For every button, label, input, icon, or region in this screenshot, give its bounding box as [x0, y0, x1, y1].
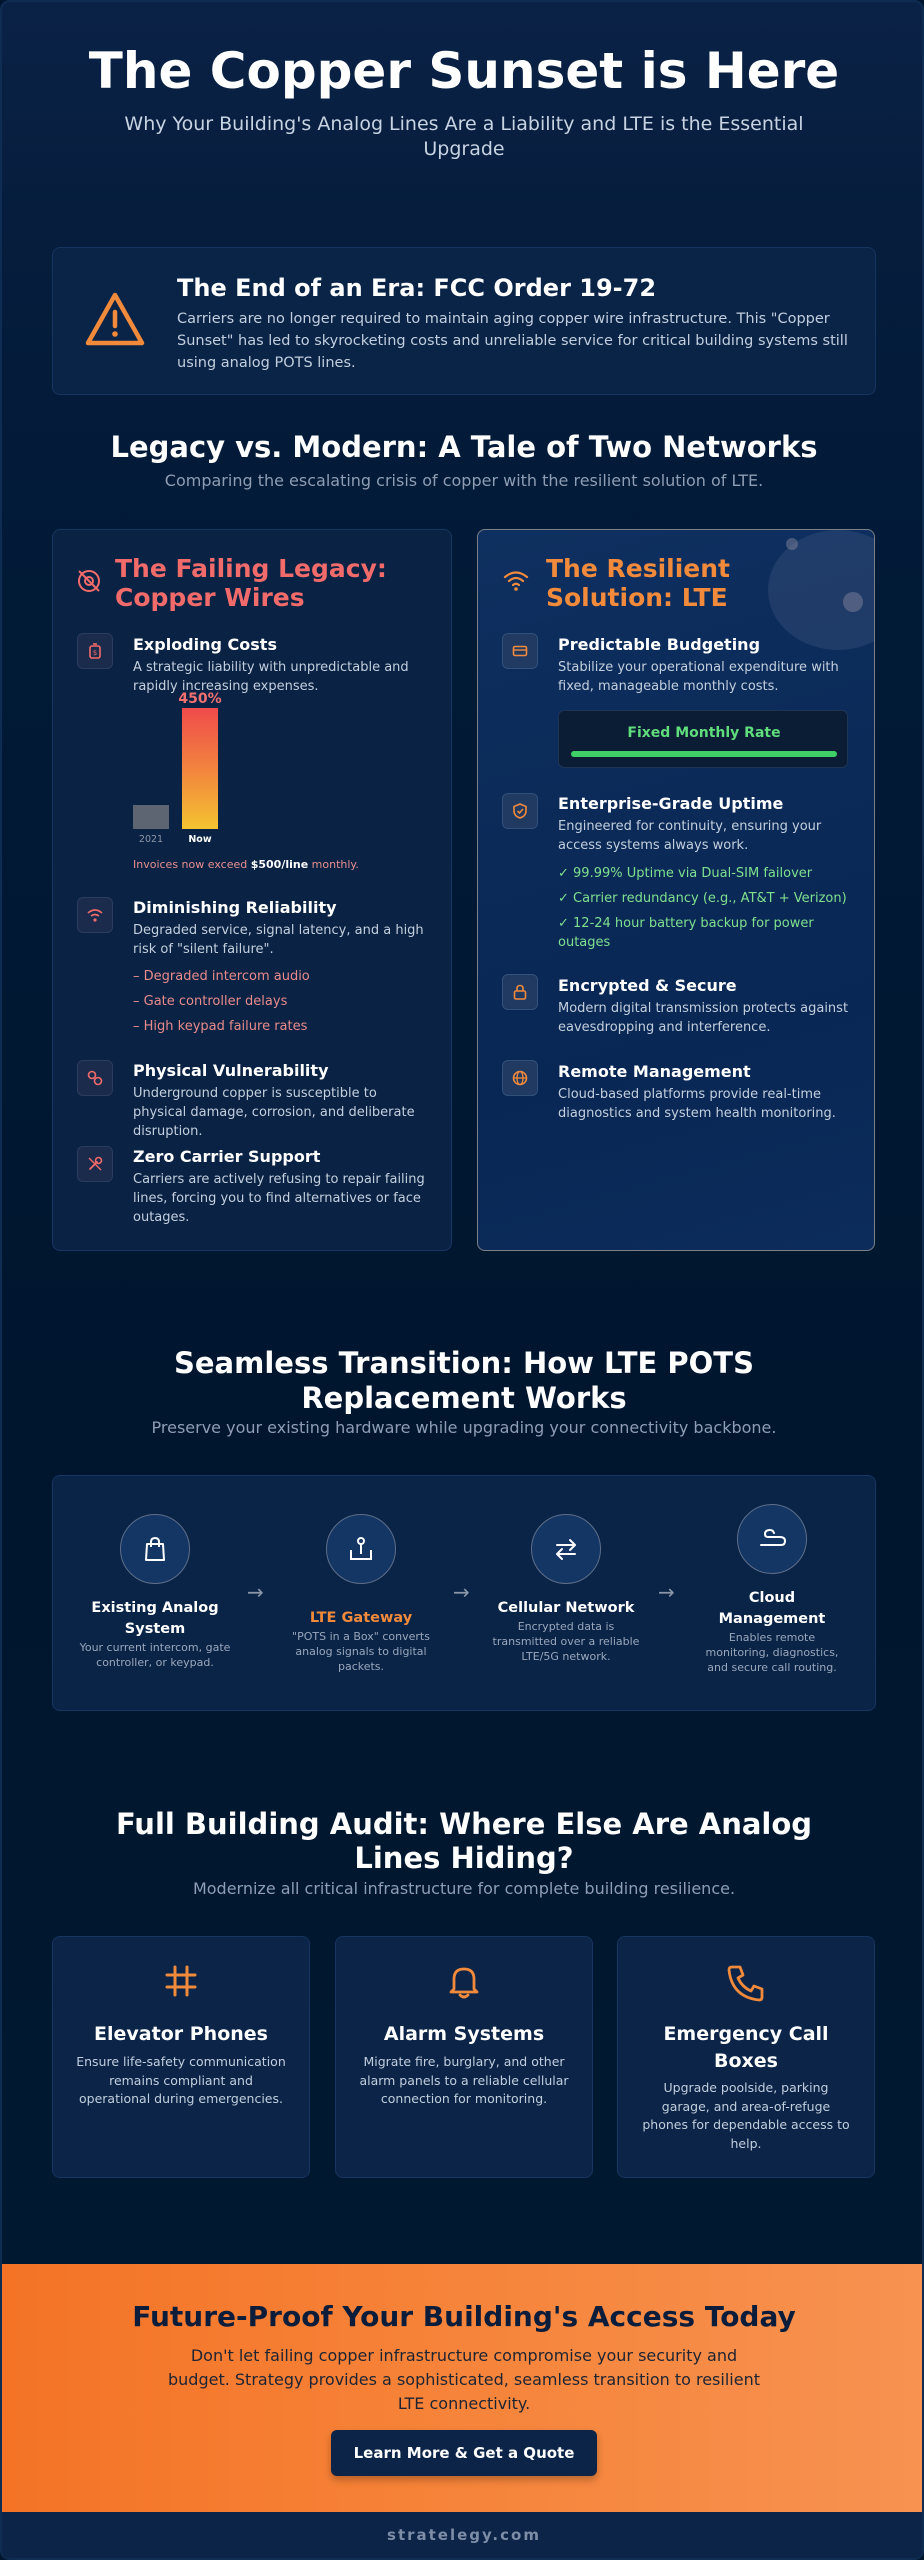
audit-title: Full Building Audit: Where Else Are Analog Lines Hiding?	[115, 1807, 813, 1875]
legacy-title: The Failing Legacy: Copper Wires	[115, 554, 387, 612]
phone-icon	[724, 1961, 768, 2005]
compare-title: Legacy vs. Modern: A Tale of Two Networks	[110, 430, 818, 464]
transition-title: Seamless Transition: How LTE POTS Replacement Works	[174, 1346, 754, 1415]
reliability-text: Degraded service, signal latency, and a high risk of "silent failure".	[133, 923, 424, 957]
fixed-rate-bar	[571, 751, 837, 757]
fcc-title: The End of an Era: FCC Order 19-72	[177, 274, 657, 302]
transition-subtitle: Preserve your existing hardware while upgrading your connectivity backbone.	[151, 1418, 777, 1437]
footer-site-link[interactable]: stratelegy.com	[2, 2512, 924, 2560]
warning-triangle-icon	[83, 288, 147, 352]
fcc-text: Carriers are no longer required to maintain aging copper wire infrastructure. This "Copper Sunset" has led to skyrocketing costs and unreliable service for critical building systems still using analog POTS lines.	[177, 311, 848, 371]
vulnerability-title: Physical Vulnerability	[133, 1061, 329, 1080]
support-text: Carriers are actively refusing to repair failing lines, forcing you to find alternatives or face outages.	[133, 1172, 425, 1225]
invoice-note: Invoices now exceed $500/line monthly.	[133, 858, 359, 871]
list-item: ✓ 12-24 hour battery backup for power outages	[558, 916, 814, 950]
fixed-rate-label: Fixed Monthly Rate	[627, 725, 781, 741]
cta-section	[2, 2264, 924, 2512]
uptime-text: Engineered for continuity, ensuring your access systems always work.	[558, 819, 822, 853]
secure-text: Modern digital transmission protects against eavesdropping and interference.	[558, 1001, 849, 1035]
transition-flow	[52, 1475, 876, 1711]
step-cellular	[486, 1598, 646, 1664]
step-title: Existing Analog System	[91, 1600, 219, 1637]
bar-2021-label: 2021	[138, 834, 164, 845]
lock-icon	[502, 974, 538, 1010]
page-title: The Copper Sunset is Here	[88, 42, 840, 100]
hashtag-icon	[161, 1961, 201, 2001]
wallet-icon	[502, 633, 538, 669]
reliability-title: Diminishing Reliability	[133, 898, 337, 917]
audit-card-text: Upgrade poolside, parking garage, and area-of-refuge phones for dependable access to help.	[642, 2080, 850, 2151]
step-text: Enables remote monitoring, diagnostics, and secure call routing.	[705, 1631, 839, 1674]
audit-card-alarm	[335, 1936, 593, 2178]
cta-text: Don't let failing copper infrastructure compromise your security and budget. Strategy provides a sophisticated, seamless transition to resilient LTE connectivity.	[168, 2346, 760, 2413]
remote-title: Remote Management	[558, 1062, 751, 1081]
fcc-callout	[52, 247, 876, 395]
gateway-icon	[346, 1534, 376, 1564]
costs-text: A strategic liability with unpredictable and rapidly increasing expenses.	[133, 660, 409, 694]
audit-card-text: Ensure life-safety communication remains compliant and operational during emergencies.	[76, 2054, 286, 2106]
step-existing	[73, 1598, 237, 1670]
step-circle	[737, 1504, 807, 1574]
audit-card-callbox	[617, 1936, 875, 2178]
wrench-off-icon	[77, 1146, 113, 1182]
audit-card-title: Alarm Systems	[383, 2023, 545, 2045]
cost-icon	[77, 633, 113, 669]
audit-card-title: Elevator Phones	[94, 2023, 268, 2045]
legacy-column	[52, 529, 452, 1251]
step-title: LTE Gateway	[309, 1610, 413, 1626]
audit-card-text: Migrate fire, burglary, and other alarm panels to a reliable cellular connection for monitoring.	[359, 2054, 569, 2106]
secure-title: Encrypted & Secure	[558, 976, 737, 995]
fixed-rate-panel	[558, 710, 848, 768]
wifi-warning-icon	[77, 897, 113, 933]
step-title: Cellular Network	[497, 1600, 635, 1616]
signal-off-icon	[75, 567, 103, 595]
step-circle	[531, 1514, 601, 1584]
step-circle	[120, 1514, 190, 1584]
list-item: ✓ Carrier redundancy (e.g., AT&T + Verizon)	[558, 891, 847, 906]
page-subtitle: Why Your Building's Analog Lines Are a Liability and LTE is the Essential Upgrade	[124, 113, 804, 160]
reliability-bullets	[133, 964, 310, 1039]
audit-card-elevator	[52, 1936, 310, 2178]
modern-column	[477, 529, 875, 1251]
budget-text: Stabilize your operational expenditure with fixed, manageable monthly costs.	[558, 660, 839, 694]
fixed-rate-fill	[571, 751, 837, 757]
bar-now	[182, 708, 218, 829]
hero	[2, 42, 924, 162]
shopping-bag-icon	[140, 1534, 170, 1564]
quote-button[interactable]: Learn More & Get a Quote	[331, 2430, 597, 2476]
exchange-arrows-icon	[551, 1534, 581, 1564]
shield-check-icon	[502, 793, 538, 829]
wifi-icon	[502, 566, 530, 594]
step-text: Your current intercom, gate controller, or keypad.	[79, 1641, 231, 1669]
audit-card-title: Emergency Call Boxes	[663, 2023, 829, 2072]
budget-title: Predictable Budgeting	[558, 635, 761, 654]
bell-icon	[444, 1961, 484, 2001]
cta-title: Future-Proof Your Building's Access Today	[132, 2300, 796, 2333]
svg-text:$: $	[92, 649, 98, 657]
broken-link-icon	[77, 1060, 113, 1096]
cloud-icon	[757, 1524, 787, 1554]
step-gateway	[281, 1608, 441, 1674]
vulnerability-text: Underground copper is susceptible to physical damage, corrosion, and deliberate disruption.	[133, 1086, 415, 1139]
list-item: – Degraded intercom audio	[133, 969, 310, 984]
uptime-bullets	[558, 864, 858, 958]
globe-icon	[502, 1060, 538, 1096]
step-title: Cloud Management	[718, 1590, 826, 1627]
compare-subtitle: Comparing the escalating crisis of copper with the resilient solution of LTE.	[164, 471, 764, 490]
bar-now-label: Now	[188, 834, 212, 845]
decor-dot	[786, 538, 798, 550]
bar-now-pct: 450%	[178, 691, 222, 707]
audit-subtitle: Modernize all critical infrastructure for complete building resilience.	[192, 1879, 736, 1898]
support-title: Zero Carrier Support	[133, 1147, 321, 1166]
list-item: ✓ 99.99% Uptime via Dual-SIM failover	[558, 866, 813, 881]
step-text: "POTS in a Box" converts analog signals to digital packets.	[292, 1630, 430, 1673]
list-item: – Gate controller delays	[133, 994, 288, 1009]
bar-2021	[133, 805, 169, 829]
decor-dot	[843, 592, 863, 612]
uptime-title: Enterprise-Grade Uptime	[558, 794, 784, 813]
modern-title: The Resilient Solution: LTE	[546, 554, 731, 612]
arrow-icon: →	[247, 1580, 264, 1604]
arrow-icon: →	[453, 1580, 470, 1604]
step-circle	[326, 1514, 396, 1584]
remote-text: Cloud-based platforms provide real-time diagnostics and system health monitoring.	[558, 1087, 836, 1121]
costs-title: Exploding Costs	[133, 635, 277, 654]
step-text: Encrypted data is transmitted over a reliable LTE/5G network.	[492, 1620, 640, 1663]
arrow-icon: →	[658, 1580, 675, 1604]
list-item: – High keypad failure rates	[133, 1019, 308, 1034]
step-cloud	[697, 1588, 847, 1675]
